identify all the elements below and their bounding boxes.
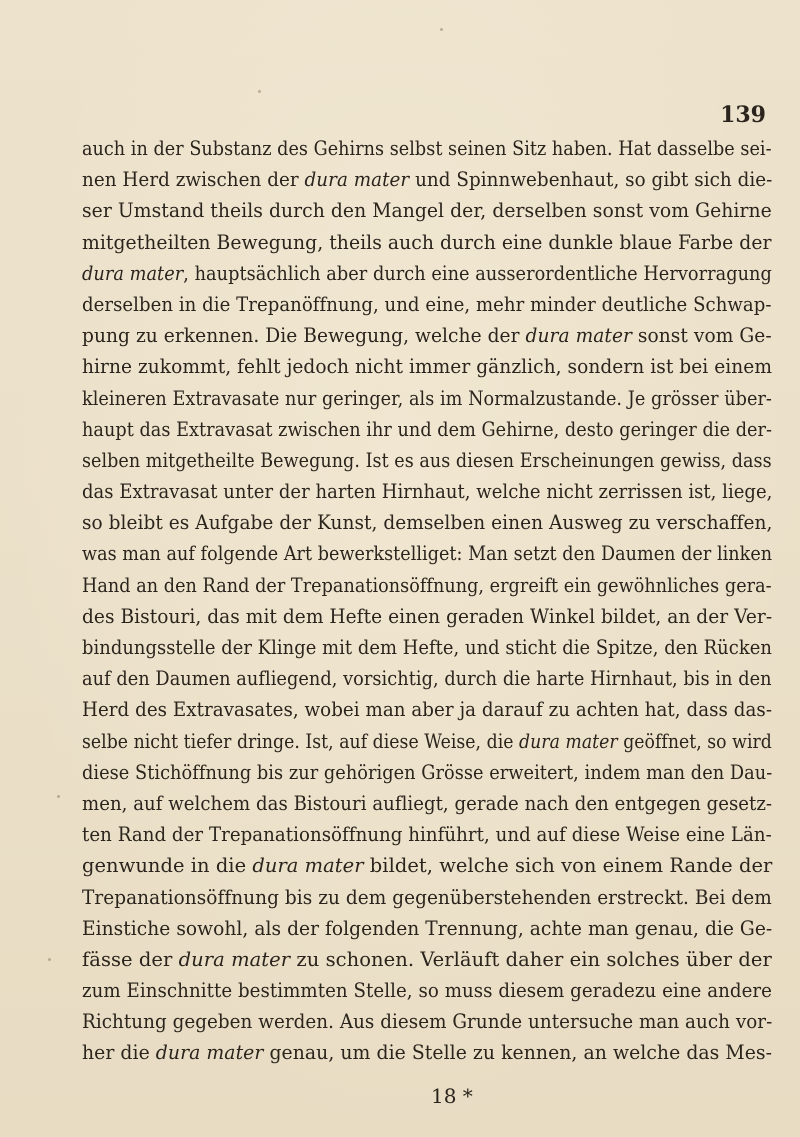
italic-term: dura mater	[519, 729, 618, 753]
text-segment: selbe nicht tiefer dringe. Ist, auf diese Weise, die	[82, 729, 520, 753]
text-segment: Trepanationsöffnung bis zu dem gegenüberstehenden erstreckt. Bei dem	[82, 885, 772, 909]
text-line	[82, 694, 773, 725]
italic-term: dura mater	[252, 854, 364, 878]
text-segment: bindungsstelle der Klinge mit dem Hefte, und sticht die Spitze, den Rücken	[82, 636, 772, 659]
text-segment: mitgetheilten Bewegung, theils auch durch eine dunkle blaue Farbe der	[82, 230, 772, 254]
text-line	[82, 320, 772, 351]
text-line	[82, 882, 772, 913]
text-segment: genwunde in die	[82, 854, 253, 878]
italic-term: dura mater	[178, 947, 291, 971]
body-text	[82, 133, 772, 1069]
text-segment: sonst vom Ge-	[631, 324, 772, 348]
italic-term: dura mater	[155, 1041, 264, 1065]
text-line	[82, 476, 773, 507]
italic-term: dura mater	[525, 324, 632, 348]
text-segment: nen Herd zwischen der	[82, 168, 305, 192]
text-line	[82, 913, 773, 944]
text-line	[82, 944, 772, 975]
text-segment: so bleibt es Aufgabe der Kunst, demselben einen Ausweg zu verschaffen,	[82, 511, 773, 535]
text-segment: zum Einschnitte bestimmten Stelle, so muss diesem geradezu eine andere	[82, 979, 772, 1003]
text-line	[82, 195, 772, 226]
text-segment: hirne zukommt, fehlt jedoch nicht immer gänzlich, sondern ist bei einem	[82, 355, 773, 379]
text-line	[82, 726, 772, 757]
paper-speck	[440, 28, 443, 31]
text-segment: , hauptsächlich aber durch eine ausserordentliche Hervorragung	[183, 261, 772, 285]
paper-speck	[258, 90, 261, 93]
text-line	[82, 351, 773, 382]
text-line	[82, 757, 773, 788]
text-segment: fässe der	[82, 947, 179, 971]
text-line	[82, 227, 772, 258]
text-segment: Hand an den Rand der Trepanationsöffnung, ergreift ein gewöhnliches gera-	[82, 573, 772, 597]
paper-speck	[48, 958, 51, 961]
text-line	[82, 632, 772, 663]
page-number: 139	[720, 102, 766, 128]
text-segment: auf den Daumen aufliegend, vorsichtig, durch die harte Hirnhaut, bis in den	[82, 667, 772, 691]
text-segment: genau, um die Stelle zu kennen, an welche das Mes-	[263, 1041, 773, 1065]
italic-term: dura mater	[304, 168, 410, 192]
text-line	[82, 788, 773, 819]
text-segment: bildet, welche sich von einem Rande der	[363, 854, 773, 878]
text-segment: Einstiche sowohl, als der folgenden Trennung, achte man genau, die Ge-	[82, 916, 773, 940]
text-line	[82, 570, 772, 601]
text-segment: auch in der Substanz des Gehirns selbst seinen Sitz haben. Hat dasselbe sei-	[82, 137, 772, 160]
text-segment: kleineren Extravasate nur geringer, als im Normalzustande. Je grösser über-	[82, 386, 772, 410]
text-segment: haupt das Extravasat zwischen ihr und dem Gehirne, desto geringer die der-	[82, 417, 773, 441]
text-segment: und Spinnwebenhaut, so gibt sich die-	[409, 168, 773, 192]
text-line	[82, 663, 772, 694]
text-line	[82, 445, 772, 476]
text-segment: das Extravasat unter der harten Hirnhaut, welche nicht zerrissen ist, liege,	[82, 480, 773, 504]
text-line	[82, 289, 772, 320]
printer-signature: 18 *	[431, 1084, 473, 1108]
text-line	[82, 164, 773, 195]
text-line	[82, 1006, 773, 1037]
text-segment: her die	[82, 1041, 156, 1065]
text-segment: pung zu erkennen. Die Bewegung, welche der	[82, 324, 526, 348]
text-segment: Herd des Extravasates, wobei man aber ja darauf zu achten hat, dass das-	[82, 698, 773, 722]
text-segment: geöffnet, so wird	[617, 729, 772, 753]
text-segment: Richtung gegeben werden. Aus diesem Grunde untersuche man auch vor-	[82, 1010, 773, 1034]
text-segment: zu schonen. Verläuft daher ein solches über der	[290, 947, 772, 971]
text-segment: derselben in die Trepanöffnung, und eine, mehr minder deutliche Schwap-	[82, 292, 772, 316]
text-segment: selben mitgetheilte Bewegung. Ist es aus diesen Erscheinungen gewiss, dass	[82, 448, 772, 472]
text-segment: men, auf welchem das Bistouri aufliegt, gerade nach den entgegen gesetz-	[82, 791, 773, 815]
text-line	[82, 601, 773, 632]
italic-term: dura mater	[82, 261, 184, 285]
text-line	[82, 850, 773, 881]
text-line	[82, 975, 772, 1006]
text-segment: was man auf folgende Art bewerkstelliget: Man setzt den Daumen der linken	[82, 542, 773, 566]
text-line	[82, 258, 772, 289]
text-line	[82, 1037, 773, 1068]
text-line	[82, 538, 773, 569]
text-line	[82, 819, 772, 850]
text-line	[82, 414, 773, 445]
paper-speck	[57, 795, 60, 798]
text-line	[82, 383, 772, 414]
text-line	[82, 507, 773, 538]
text-segment: ser Umstand theils durch den Mangel der, derselben sonst vom Gehirne	[82, 199, 772, 223]
text-segment: des Bistouri, das mit dem Hefte einen geraden Winkel bildet, an der Ver-	[82, 604, 773, 628]
text-segment: ten Rand der Trepanationsöffnung hinführt, und auf diese Weise eine Län-	[82, 823, 772, 847]
text-line	[82, 133, 772, 164]
text-segment: diese Stichöffnung bis zur gehörigen Grösse erweitert, indem man den Dau-	[82, 760, 773, 784]
